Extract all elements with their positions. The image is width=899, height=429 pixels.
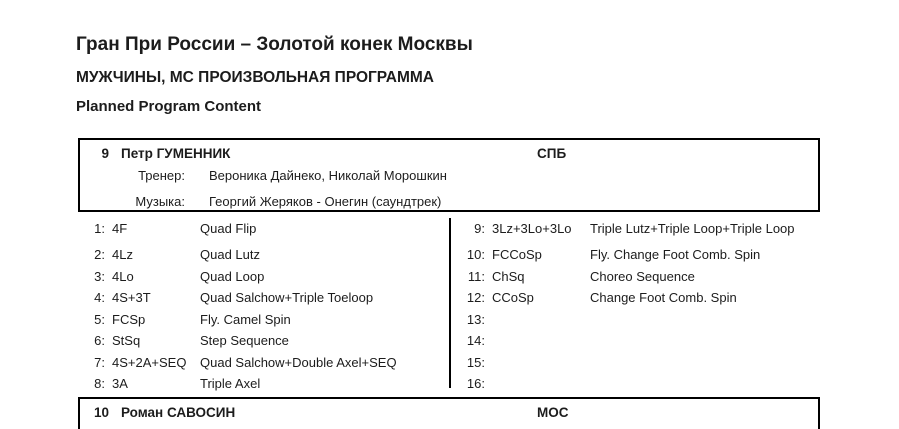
skater-header-row [80, 140, 818, 163]
category-title: МУЖЧИНЫ, МС ПРОИЗВОЛЬНАЯ ПРОГРАММА [76, 69, 434, 86]
element-description: Choreo Sequence [590, 268, 695, 284]
skater-name: Петр ГУМЕННИК [121, 146, 231, 161]
element-code: 4F [112, 221, 128, 236]
element-row [78, 330, 446, 352]
element-row [453, 244, 820, 266]
next-skater-name: Роман САВОСИН [121, 405, 236, 420]
element-description: Triple Lutz+Triple Loop+Triple Loop [590, 221, 795, 236]
element-number: 7: [94, 354, 105, 370]
element-number: 1: [94, 221, 105, 236]
element-row [78, 352, 446, 374]
next-skater-header-row [80, 399, 818, 422]
element-code: 4S+3T [112, 290, 151, 305]
next-skater-region: МОС [537, 405, 569, 420]
element-description: Fly. Change Foot Comb. Spin [590, 247, 761, 262]
element-code: 4S+2A+SEQ [112, 354, 187, 370]
element-description: Quad Salchow+Double Axel+SEQ [200, 354, 397, 370]
element-description: Change Foot Comb. Spin [590, 290, 737, 305]
element-number: 5: [94, 311, 105, 327]
coach-row [80, 163, 818, 189]
element-description: Step Sequence [200, 333, 289, 348]
element-code: 3Lz+3Lo+3Lo [492, 221, 572, 236]
element-number: 16: [466, 376, 485, 391]
element-row [78, 373, 446, 395]
column-divider [449, 218, 451, 388]
element-row [78, 287, 446, 309]
element-code: FCSp [112, 311, 146, 327]
element-row [453, 266, 820, 288]
element-row [453, 287, 820, 309]
element-number: 2: [94, 247, 105, 262]
element-row [453, 373, 820, 395]
element-code: 4Lo [112, 268, 134, 284]
skater-region: СПБ [537, 146, 567, 161]
element-row [453, 309, 820, 331]
element-row [78, 309, 446, 331]
element-number: 3: [94, 268, 105, 284]
element-code: CCoSp [492, 290, 534, 305]
element-number: 6: [94, 333, 105, 348]
element-description: Triple Axel [200, 376, 261, 391]
skater-start-number: 9 [101, 146, 109, 161]
element-description: Quad Salchow+Triple Toeloop [200, 290, 374, 305]
element-number: 14: [466, 333, 485, 348]
element-number: 10: [466, 247, 485, 262]
element-number: 13: [466, 311, 485, 327]
next-skater-header-box [78, 397, 820, 429]
element-row [453, 330, 820, 352]
element-code: ChSq [492, 268, 525, 284]
music-row [80, 189, 818, 215]
element-row [78, 244, 446, 266]
element-number: 4: [94, 290, 105, 305]
element-row [453, 352, 820, 374]
element-description: Quad Loop [200, 268, 265, 284]
element-number: 9: [474, 221, 485, 236]
music-label: Музыка: [135, 194, 185, 209]
planned-elements-section [78, 218, 820, 390]
element-description: Quad Flip [200, 221, 257, 236]
element-number: 12: [466, 290, 485, 305]
elements-column-right [453, 218, 820, 395]
element-description: Fly. Camel Spin [200, 311, 291, 327]
coach-label: Тренер: [138, 168, 185, 183]
music-title: Георгий Жеряков - Онегин (саундтрек) [209, 194, 442, 209]
section-heading: Planned Program Content [76, 98, 262, 115]
element-code: StSq [112, 333, 141, 348]
element-number: 8: [94, 376, 105, 391]
next-skater-start-number: 10 [93, 405, 109, 420]
skater-header-box [78, 138, 820, 212]
element-row [78, 218, 446, 240]
element-row [453, 218, 820, 240]
element-number: 11: [467, 268, 485, 284]
elements-column-left [78, 218, 446, 395]
element-row [78, 266, 446, 288]
element-number: 15: [466, 354, 485, 370]
coach-names: Вероника Дайнеко, Николай Морошкин [209, 168, 447, 183]
page-title: Гран При России – Золотой конек Москвы [76, 34, 473, 55]
element-code: 4Lz [112, 247, 133, 262]
element-description: Quad Lutz [200, 247, 260, 262]
element-code: 3A [112, 376, 128, 391]
element-code: FCCoSp [492, 247, 542, 262]
